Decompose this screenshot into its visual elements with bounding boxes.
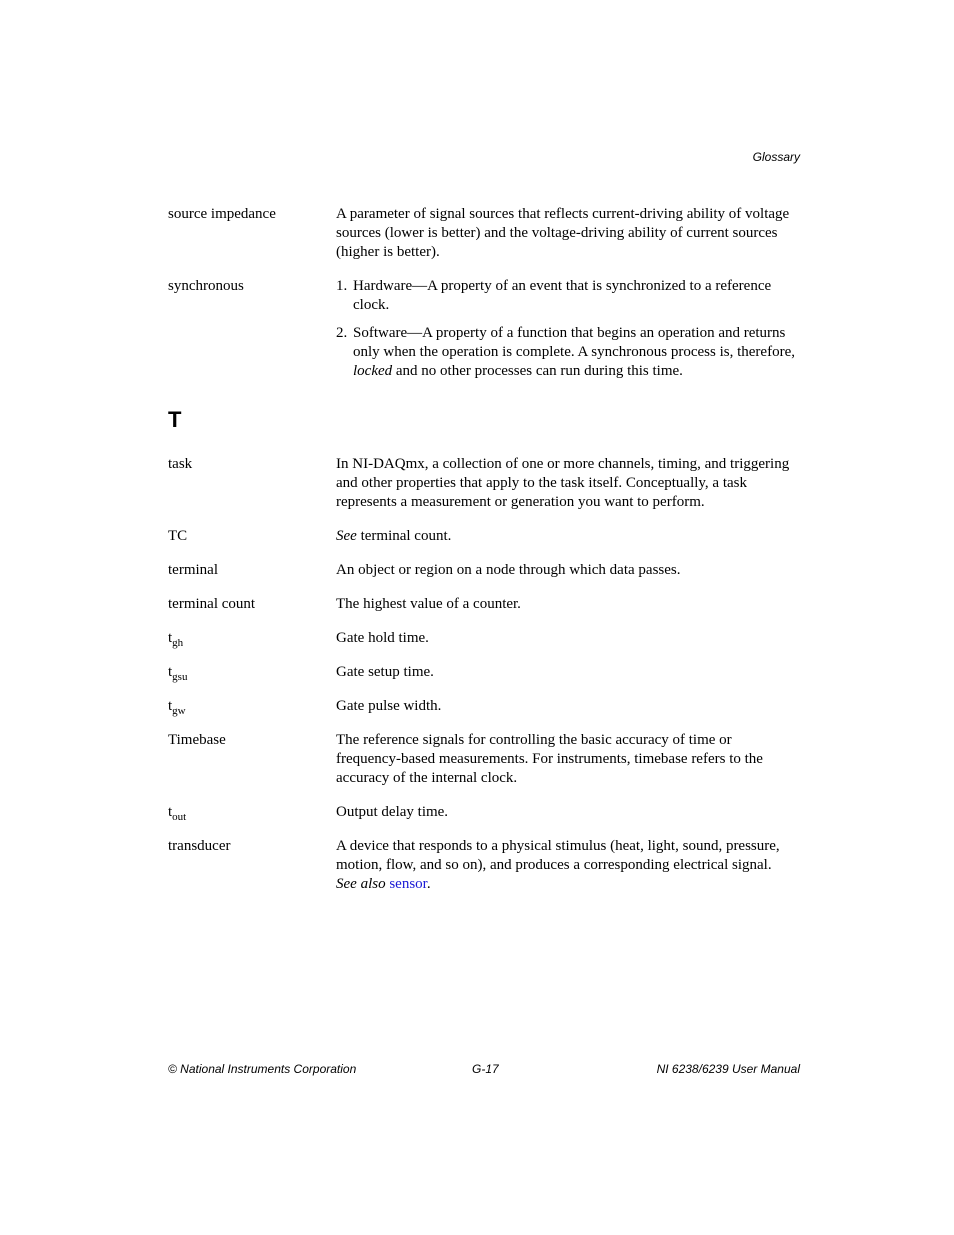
glossary-entry-terminal <box>168 561 800 580</box>
definition: Gate hold time. <box>336 630 429 646</box>
list-text: Hardware—A property of an event that is synchronized to a reference clock. <box>353 278 772 313</box>
term-subscript: gw <box>172 705 186 717</box>
definition <box>336 837 800 894</box>
definition: A parameter of signal sources that reflects current-driving ability of voltage sources (lower is better) and the voltage-driving ability of current sources (higher is better). <box>336 206 790 260</box>
see-also-label: See also <box>336 876 386 892</box>
definition-text: A device that responds to a physical stimulus (heat, light, sound, pressure, motion, flow, and so on), and produces a corresponding electrical signal. <box>336 838 780 873</box>
term: source impedance <box>168 206 276 222</box>
running-header: Glossary <box>752 150 800 164</box>
glossary-entry-tgsu <box>168 663 800 682</box>
page-number: G-17 <box>472 1062 499 1076</box>
term: terminal count <box>168 596 256 612</box>
term-subscript: gh <box>172 637 184 649</box>
glossary-entry-transducer <box>168 837 800 894</box>
definition: The highest value of a counter. <box>336 596 521 612</box>
definition: Gate pulse width. <box>336 698 442 714</box>
glossary-entry-terminal-count <box>168 595 800 614</box>
numbered-list <box>336 277 800 381</box>
term-subscript: gsu <box>172 671 188 683</box>
list-item <box>336 277 800 315</box>
list-item <box>336 324 800 381</box>
term-base: t <box>168 664 173 680</box>
term-base: t <box>168 804 173 820</box>
list-text <box>353 324 800 381</box>
sensor-link[interactable]: sensor <box>389 876 427 892</box>
term-base: t <box>168 698 173 714</box>
glossary-entry-tgw <box>168 697 800 716</box>
glossary-entry-tgh <box>168 629 800 648</box>
definition <box>336 527 800 546</box>
term <box>168 629 336 648</box>
term <box>168 803 336 822</box>
glossary-entry-timebase <box>168 731 800 788</box>
term: transducer <box>168 838 231 854</box>
list-text-part: Software—A property of a function that begins an operation and returns only when the operation is complete. A synchronous process is, therefore, <box>353 325 795 360</box>
definition: Output delay time. <box>336 804 449 820</box>
punctuation: . <box>426 876 431 892</box>
emphasis: locked <box>353 363 393 379</box>
list-number: 2. <box>336 325 348 341</box>
see-reference: terminal count. <box>356 528 452 544</box>
term-subscript: out <box>172 811 187 823</box>
term: Timebase <box>168 732 226 748</box>
term: synchronous <box>168 278 244 294</box>
see-label: See <box>336 528 357 544</box>
glossary-entry-source-impedance <box>168 205 800 262</box>
glossary-entry-task <box>168 455 800 512</box>
section-heading: T <box>168 407 182 432</box>
definition: An object or region on a node through which data passes. <box>336 562 681 578</box>
definition: The reference signals for controlling the basic accuracy of time or frequency-based measurements. For instruments, timebase refers to the accuracy of the internal clock. <box>336 732 763 786</box>
footer-copyright: © National Instruments Corporation <box>168 1062 357 1076</box>
term: task <box>168 456 193 472</box>
glossary-entries <box>168 205 800 909</box>
glossary-entry-tout <box>168 803 800 822</box>
list-number: 1. <box>336 278 348 294</box>
term: terminal <box>168 562 218 578</box>
definition: In NI-DAQmx, a collection of one or more channels, timing, and triggering and other properties that apply to the task itself. Conceptually, a task represents a measurement or generation you want to perform. <box>336 456 790 510</box>
term: TC <box>168 528 188 544</box>
term-base: t <box>168 630 173 646</box>
term <box>168 697 336 716</box>
glossary-entry-synchronous <box>168 277 800 381</box>
definition <box>336 277 800 381</box>
glossary-entry-tc <box>168 527 800 546</box>
definition: Gate setup time. <box>336 664 434 680</box>
footer-manual-title: NI 6238/6239 User Manual <box>656 1062 800 1076</box>
term <box>168 663 336 682</box>
list-text-part: and no other processes can run during this time. <box>392 363 683 379</box>
